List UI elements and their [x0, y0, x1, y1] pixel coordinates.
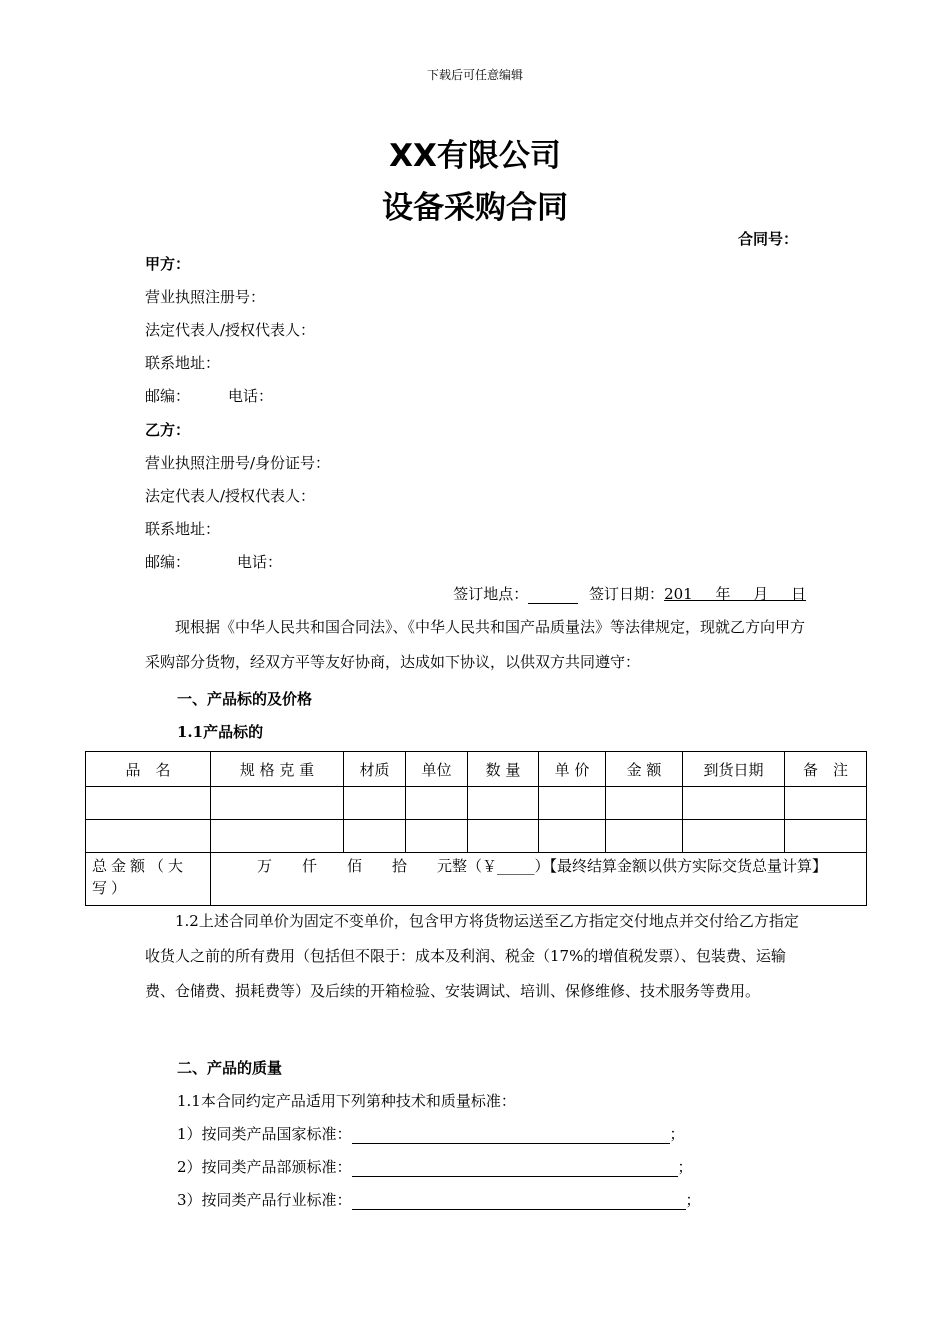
- section-2-subtitle: 1.1本合同约定产品适用下列第种技术和质量标准：: [177, 1092, 516, 1110]
- party-a-postcode: 邮编：: [145, 387, 191, 405]
- table-cell[interactable]: [86, 820, 211, 853]
- table-cell[interactable]: [211, 820, 344, 853]
- party-b-address: 联系地址：: [145, 520, 221, 538]
- standard-label: 1）按同类产品国家标准：: [177, 1125, 352, 1143]
- party-a-phone: 电话：: [228, 387, 274, 405]
- table-cell[interactable]: [539, 820, 606, 853]
- party-a-contact: [145, 385, 273, 406]
- standard-blank[interactable]: [352, 1159, 678, 1177]
- standard-blank[interactable]: [352, 1126, 670, 1144]
- table-header-cell: 到货日期: [683, 752, 785, 787]
- party-a-license: 营业执照注册号：: [145, 288, 266, 306]
- table-cell[interactable]: [468, 820, 539, 853]
- standard-label: 3）按同类产品行业标准：: [177, 1191, 352, 1209]
- product-table: [85, 751, 867, 906]
- section-1-subtitle: 1.1产品标的: [177, 723, 264, 741]
- section-1-title: 一、产品标的及价格: [177, 690, 313, 708]
- signing-info: [453, 583, 806, 604]
- table-cell[interactable]: [211, 787, 344, 820]
- table-header-cell: 品 名: [86, 752, 211, 787]
- semicolon: ；: [669, 1125, 685, 1143]
- table-total-row: [86, 853, 867, 906]
- table-cell[interactable]: [606, 787, 683, 820]
- sign-date-value: 201 年 月 日: [664, 585, 806, 603]
- table-cell[interactable]: [606, 820, 683, 853]
- header-note: 下载后可任意编辑: [426, 68, 523, 82]
- intro-paragraph: 现根据《中华人民共和国合同法》、《中华人民共和国产品质量法》等法律规定，现就乙方向甲方采购部分货物，经双方平等友好协商，达成如下协议，以供双方共同遵守：: [145, 618, 806, 671]
- sign-date-label: 签订日期：: [589, 585, 665, 603]
- table-cell[interactable]: [468, 787, 539, 820]
- party-b-postcode: 邮编：: [145, 553, 191, 571]
- party-a-label: 甲方：: [145, 255, 191, 273]
- table-cell[interactable]: [344, 820, 406, 853]
- table-header-cell: 数 量: [468, 752, 539, 787]
- sign-place-blank[interactable]: [528, 586, 578, 604]
- semicolon: ；: [685, 1191, 701, 1209]
- table-cell[interactable]: [785, 787, 867, 820]
- contract-number-label: 合同号：: [738, 230, 799, 248]
- table-header-cell: 单 价: [539, 752, 606, 787]
- standard-label: 2）按同类产品部颁标准：: [177, 1158, 352, 1176]
- table-cell[interactable]: [406, 787, 468, 820]
- party-b-contact: [145, 551, 282, 572]
- total-amount-label: 总金额（大写）: [86, 853, 211, 906]
- table-cell[interactable]: [683, 787, 785, 820]
- table-cell[interactable]: [785, 820, 867, 853]
- party-b-license: 营业执照注册号/身份证号：: [145, 454, 331, 472]
- party-b-representative: 法定代表人/授权代表人：: [145, 487, 316, 505]
- total-amount-text: 万 仟 佰 拾 元整（￥_____）【最终结算金额以供方实际交货总量计算】: [211, 853, 867, 906]
- sign-place-label: 签订地点：: [453, 585, 529, 603]
- table-cell[interactable]: [344, 787, 406, 820]
- table-cell[interactable]: [406, 820, 468, 853]
- table-row: [86, 787, 867, 820]
- semicolon: ；: [677, 1158, 693, 1176]
- table-header-cell: 材质: [344, 752, 406, 787]
- table-header-cell: 金 额: [606, 752, 683, 787]
- table-header-cell: 备 注: [785, 752, 867, 787]
- document-title: 设备采购合同: [382, 190, 568, 226]
- table-header-cell: 单位: [406, 752, 468, 787]
- clause-1-2: 1.2上述合同单价为固定不变单价，包含甲方将货物运送至乙方指定交付地点并交付给乙方指定收货人之前的所有费用（包括但不限于：成本及利润、税金（17%的增值税发票）、包装费、运输费、仓储费、损耗费等）及后续的开箱检验、安装调试、培训、保修维修、技术服务等费用。: [145, 912, 799, 1000]
- standard-blank[interactable]: [352, 1192, 686, 1210]
- party-a-address: 联系地址：: [145, 354, 221, 372]
- section-2-title: 二、产品的质量: [177, 1059, 283, 1077]
- standard-national: [177, 1123, 685, 1144]
- standard-industry: [177, 1189, 701, 1210]
- party-a-representative: 法定代表人/授权代表人：: [145, 321, 316, 339]
- document-title-company: XX有限公司: [389, 138, 561, 174]
- party-b-phone: 电话：: [237, 553, 283, 571]
- party-b-label: 乙方：: [145, 421, 191, 439]
- table-header-row: [86, 752, 867, 787]
- table-cell[interactable]: [86, 787, 211, 820]
- table-row: [86, 820, 867, 853]
- table-cell[interactable]: [683, 820, 785, 853]
- table-header-cell: 规 格 克 重: [211, 752, 344, 787]
- standard-ministry: [177, 1156, 693, 1177]
- table-cell[interactable]: [539, 787, 606, 820]
